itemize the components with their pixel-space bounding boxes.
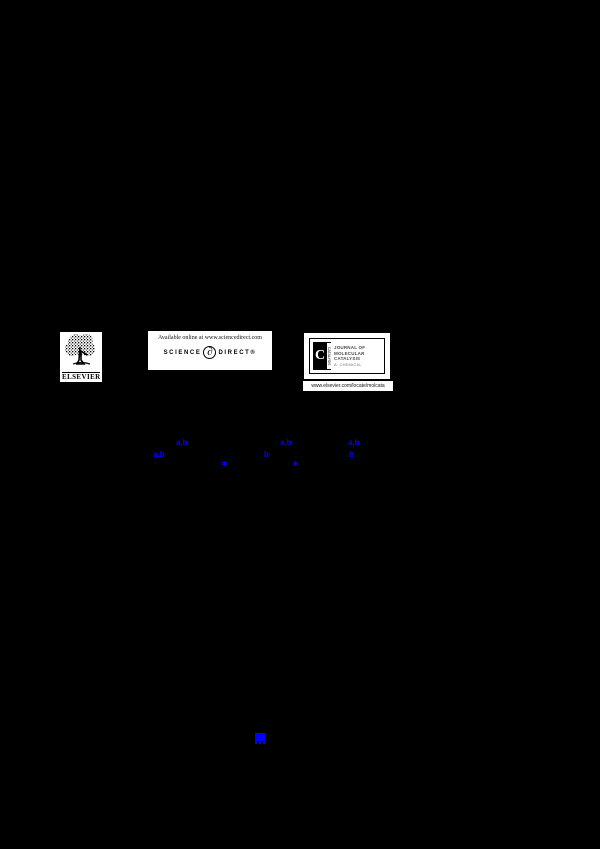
journal-url-strip [303, 381, 393, 391]
author-superscript-link[interactable]: b [264, 450, 269, 459]
sciencedirect-box [148, 331, 272, 370]
journal-title-line: MOLECULAR [334, 350, 365, 356]
sciencedirect-d-icon: ∂ [203, 346, 216, 359]
journal-badge-letter: C [315, 348, 326, 363]
journal-badge-vertical-text: CATALYSIS [327, 343, 331, 369]
author-superscript-link[interactable]: a,b [153, 450, 165, 459]
author-superscript-link[interactable]: a,b [280, 438, 292, 447]
journal-subtitle-line: A: CHEMICAL [334, 361, 362, 367]
author-superscript-link[interactable]: a,b [176, 438, 188, 447]
sciencedirect-logo-science: SCIENCE [163, 349, 202, 356]
journal-title-block [334, 345, 365, 367]
journal-title-line: CATALYSIS [334, 356, 361, 361]
elsevier-logo-label: ELSEVIER [62, 373, 101, 381]
sciencedirect-logo-direct: DIRECT® [218, 349, 257, 356]
author-superscript-link[interactable]: a,b [348, 438, 360, 447]
author-superscript-link[interactable]: ∗ [221, 459, 228, 468]
journal-c-badge-icon [313, 342, 331, 370]
journal-cover-box [304, 333, 390, 379]
author-superscript-link[interactable]: ∗ [292, 459, 299, 468]
elsevier-tree-icon [63, 333, 99, 372]
journal-title-line: JOURNAL OF [334, 345, 366, 350]
author-superscript-link[interactable]: b [349, 450, 354, 459]
journal-cover-inner-frame [309, 338, 385, 374]
sciencedirect-logo [148, 346, 272, 359]
available-online-text: Available online at www.sciencedirect.com [158, 335, 262, 341]
elsevier-logo-box [60, 332, 102, 382]
footnote-link-blob[interactable] [255, 733, 265, 744]
journal-url-text: www.elsevier.com/locate/molcata [311, 383, 385, 389]
